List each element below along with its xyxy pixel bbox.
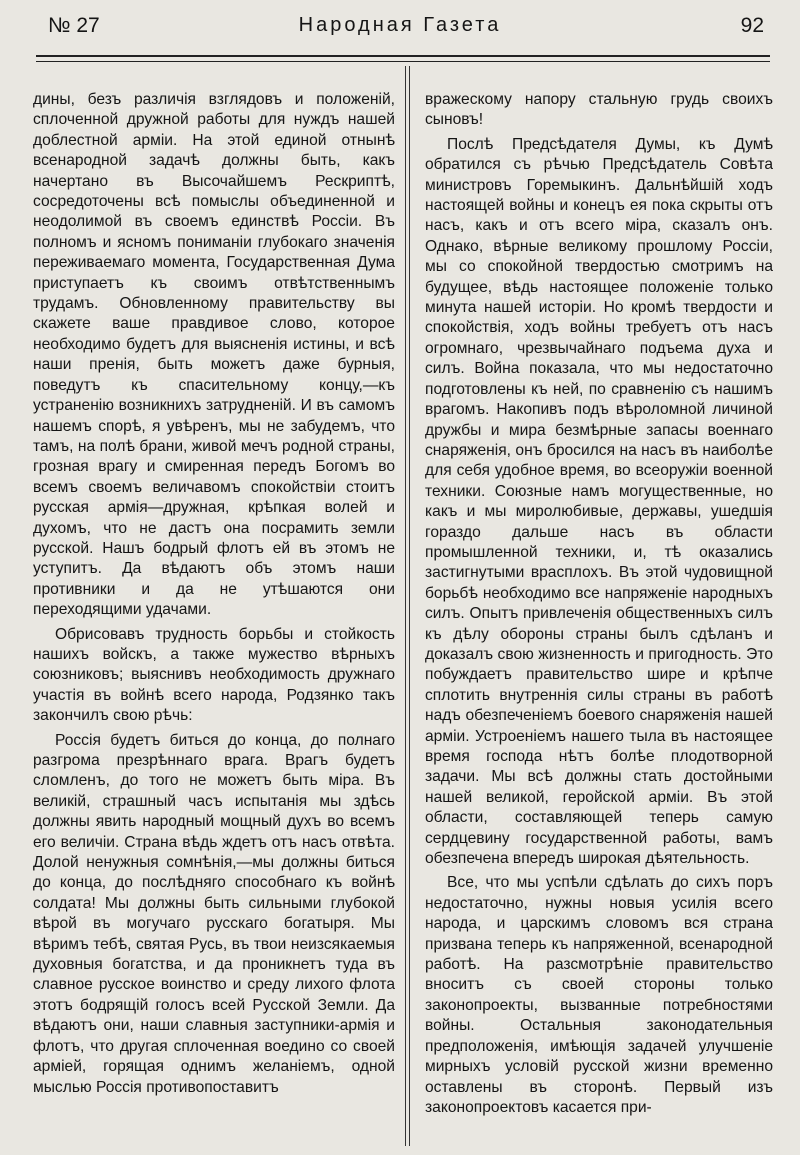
header-rule [36,55,770,57]
header-rule-thin [36,61,770,62]
paragraph: Россія будетъ биться до конца, до полнаго разгрома презрѣннаго врага. Врагъ будетъ сломленъ, до того не можетъ быть міра. Въ великій, страшный часъ испытанія мы здѣсь должны явить народный мощный духъ во всемъ его величіи. Страна вѣдь ждетъ отъ насъ отвѣта. Долой ненужныя сомнѣнія,—мы должны биться до конца, до послѣдняго способнаго къ войнѣ солдата! Мы должны быть сильными глубокой вѣрой въ могучаго русскаго богатыря. Мы вѣримъ тебѣ, святая Русь, въ твои неизсякаемыя духовныя богатства, и да проникнетъ туда въ славное русское воинство и среду лихого флота этотъ бодрящій голосъ всей Русской Земли. Да вѣдаютъ они, наши славныя заступники-армія и флотъ, что другая сплоченная воедино со своей арміей, горящая однимъ желаніемъ, одной мыслью Россія противопоставитъ [33,731,395,1096]
page-number: 92 [740,14,764,37]
paragraph: дины, безъ различія взглядовъ и положеній, сплоченной дружной работы для нуждъ нашей доблестной арміи. На этой единой отнынѣ всенародной задачѣ должны быть, какъ начертано въ Высочайшемъ Рескриптѣ, сосредоточены всѣ помыслы объединенной и неодолимой въ своемъ единствѣ Россіи. Въ полномъ и ясномъ пониманіи глубокаго значенія переживаемаго момента, Государственная Дума приступаетъ къ своимъ отвѣтственнымъ трудамъ. Обновленному правительству вы скажете ваше правдивое слово, которое необходимо будетъ для выясненія истины, и всѣ наши пренія, быть можетъ даже бурныя, поведутъ къ спасительному концу,—къ устраненію возникнихъ затрудненій. И въ самомъ нашемъ спорѣ, я увѣренъ, мы не забудемъ, что тамъ, на полѣ брани, живой мечъ родной страны, грозная врагу и смиренная передъ Богомъ во всемъ своемъ величавомъ спокойствіи стоитъ русская армія—дружная, крѣпкая волей и духомъ, что не дастъ она посрамить земли русской. Нашъ бодрый флотъ ей въ этомъ не уступитъ. Да вѣдаютъ объ этомъ наши противники и да не утѣшаются они переходящими удачами. [33,91,395,619]
paragraph: Обрисовавъ трудность борьбы и стойкость нашихъ войскъ, а также мужество вѣрныхъ союзниковъ; выяснивъ необходимость дружнаго участія въ войнѣ всего народа, Родзянко такъ закончилъ свою рѣчь: [33,625,395,725]
issue-number: № 27 [48,14,100,37]
newspaper-title: Народная Газета [298,14,502,36]
right-column [425,90,773,1145]
paragraph: Послѣ Предсѣдателя Думы, къ Думѣ обратился съ рѣчью Предсѣдатель Совѣта министровъ Горемыкинъ. Дальнѣйшій ходъ настоящей войны и конецъ ея пока скрыты отъ насъ, какъ и отъ всего міра, сказалъ онъ. Однако, вѣрные великому прошлому Россіи, мы со спокойной твердостью смотримъ на будущее, вѣдь настоящее положеніе только минута нашей исторіи. Но кромѣ твердости и спокойствія, ходъ войны требуетъ отъ насъ огромнаго, чрезвычайнаго подъема духа и силъ. Война показала, что мы недостаточно подготовлены къ ней, по сравненію съ нашимъ врагомъ. Накопивъ подъ вѣроломной личиной дружбы и мира безмѣрные запасы военнаго снаряженія, онъ бросился на насъ въ наиболѣе для себя удобное время, во всеоружіи военной техники. Союзные намъ могущественные, но какъ и мы миролюбивые, державы, ушедшія гораздо дальше насъ въ области промышленной техники, и, тѣ оказались застигнутыми врасплохъ. Въ этой чудовищной борьбѣ необходимо все напряженіе народныхъ силъ. Опытъ привлеченія общественныхъ силъ къ дѣлу обороны страны былъ сдѣланъ и доказалъ свою жизненность и пригодность. Это побуждаетъ правительство шире и крѣпче сплотить внутреннія силы страны въ работѣ надъ обезпеченіемъ боевого снаряженія нашей арміи. Устроеніемъ нашего тыла въ настоящее время господа нѣтъ болѣе плодотворной задачи. Мы всѣ должны стать достойными нашей великой, геройской арміи. Въ этой области, составляющей теперь самую сердцевину государственной работы, вамъ обезпечена впередъ широкая дѣятельность. [425,135,773,868]
left-column [33,90,395,1145]
paragraph: Все, что мы успѣли сдѣлать до сихъ поръ недостаточно, нужны новыя усилія всего народа, и царскимъ словомъ вся страна призвана теперь къ напряженной, всенародной работѣ. На разсмотрѣніе правительство вноситъ съ своей стороны только законопроекты, вызванные потребностями войны. Остальныя законодательныя предположенія, имѣющія задачей улучшеніе мирныхъ условій русской жизни временно оставлены въ сторонѣ. Первый изъ законопроектовъ касается при- [425,874,773,1116]
masthead [0,0,800,52]
paragraph: вражескому напору стальную грудь своихъ сыновъ! [425,91,773,129]
column-divider [405,66,410,1146]
